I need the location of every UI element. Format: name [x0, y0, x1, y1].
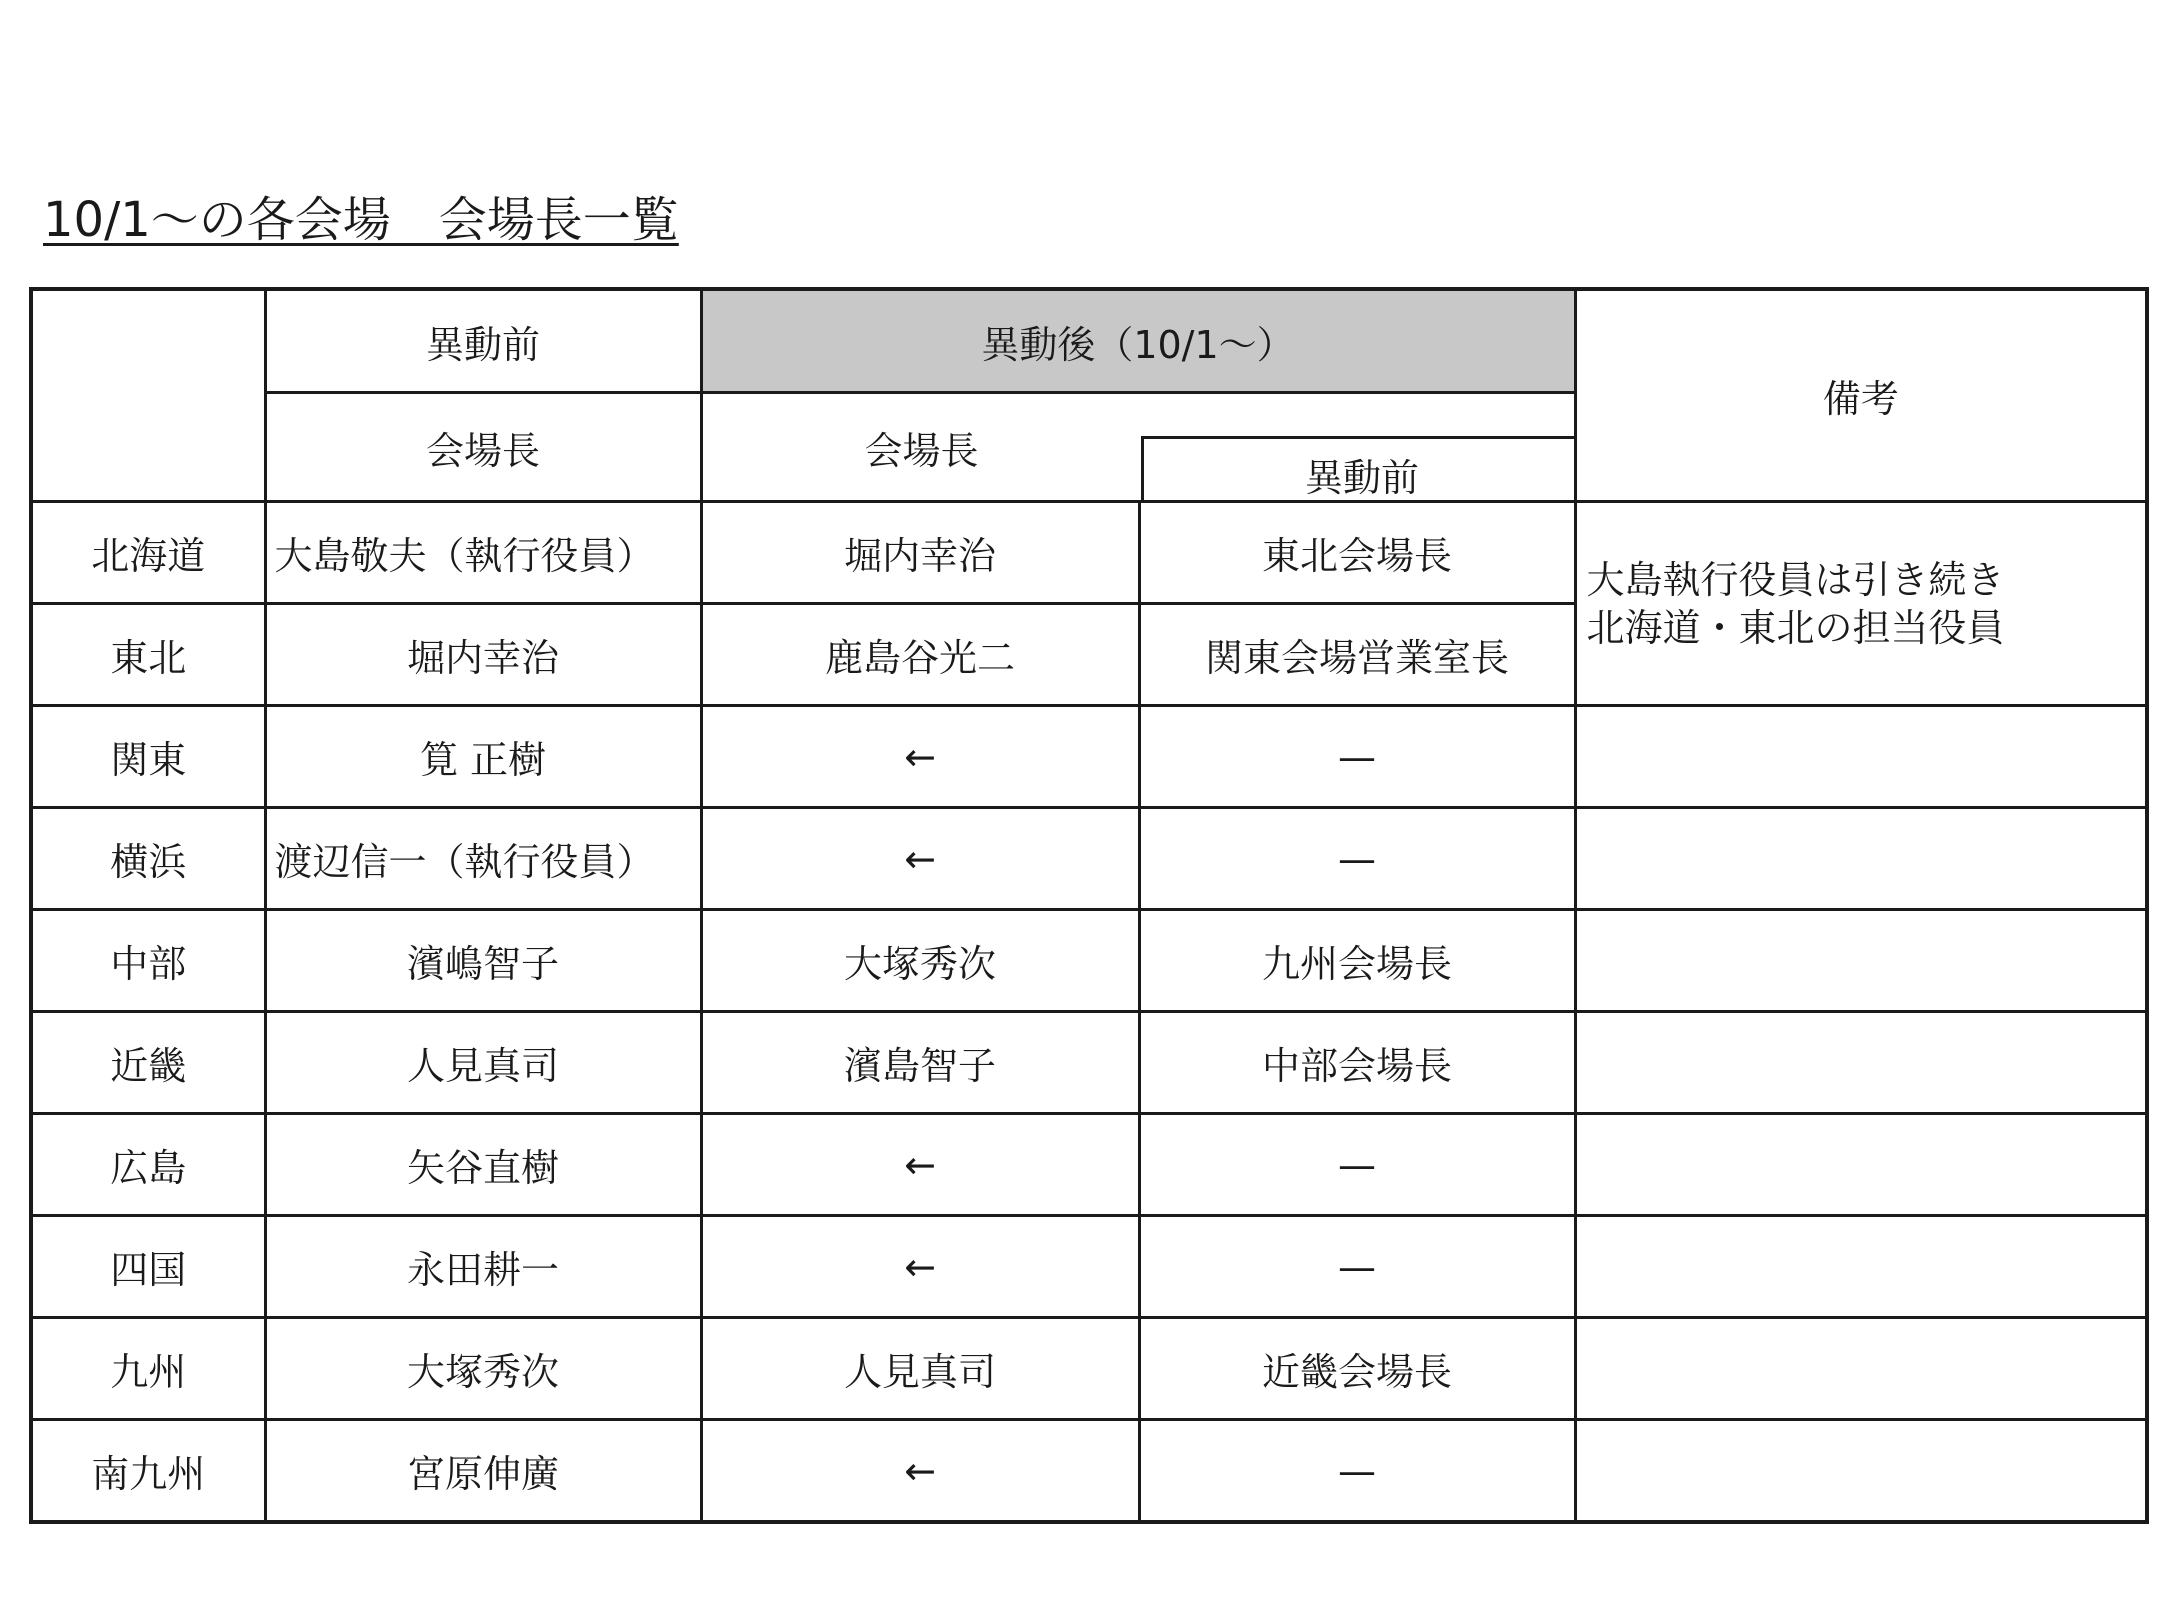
after-cell: ← — [701, 706, 1139, 808]
remark-cell — [1575, 1318, 2147, 1420]
after-cell: ← — [701, 1114, 1139, 1216]
table-row — [31, 808, 2147, 910]
after-cell: 大塚秀次 — [701, 910, 1139, 1012]
table-row — [31, 1012, 2147, 1114]
after-cell: 堀内幸治 — [701, 502, 1139, 604]
venue-cell: 北海道 — [31, 502, 265, 604]
before-cell: 矢谷直樹 — [265, 1114, 701, 1216]
before-cell: 渡辺信一（執行役員） — [265, 808, 701, 910]
header-prev-position: 異動前 — [1141, 436, 1576, 502]
remark-cell — [1575, 808, 2147, 910]
table-row — [31, 706, 2147, 808]
remark-line-1: 大島執行役員は引き続き — [1586, 557, 2005, 602]
before-cell: 筧 正樹 — [265, 706, 701, 808]
remark-cell — [1575, 706, 2147, 808]
remark-cell — [1575, 1114, 2147, 1216]
prev-cell: 関東会場営業室長 — [1139, 604, 1575, 706]
table-row — [31, 1420, 2147, 1523]
prev-cell: — — [1139, 706, 1575, 808]
remark-cell — [1575, 1012, 2147, 1114]
after-cell: 濱島智子 — [701, 1012, 1139, 1114]
remark-cell — [1575, 502, 2147, 706]
prev-cell: 九州会場長 — [1139, 910, 1575, 1012]
venue-cell: 関東 — [31, 706, 265, 808]
table-row — [31, 910, 2147, 1012]
header-remarks: 備考 — [1575, 289, 2147, 502]
page-title: 10/1～の各会場 会場長一覧 — [43, 192, 679, 248]
venue-cell: 九州 — [31, 1318, 265, 1420]
before-cell: 濱嶋智子 — [265, 910, 701, 1012]
before-cell: 永田耕一 — [265, 1216, 701, 1318]
venue-cell: 東北 — [31, 604, 265, 706]
before-cell: 人見真司 — [265, 1012, 701, 1114]
prev-cell: — — [1139, 808, 1575, 910]
after-cell: ← — [701, 808, 1139, 910]
prev-cell: 中部会場長 — [1139, 1012, 1575, 1114]
before-cell: 堀内幸治 — [265, 604, 701, 706]
after-cell: ← — [701, 1216, 1139, 1318]
venue-cell: 南九州 — [31, 1420, 265, 1523]
table-row — [31, 502, 2147, 604]
remark-cell — [1575, 1420, 2147, 1523]
remark-cell — [1575, 910, 2147, 1012]
table-row — [31, 1216, 2147, 1318]
remark-cell — [1575, 1216, 2147, 1318]
venue-cell: 広島 — [31, 1114, 265, 1216]
table-row — [31, 1114, 2147, 1216]
after-cell: 鹿島谷光二 — [701, 604, 1139, 706]
venue-manager-table — [29, 287, 2149, 1524]
venue-cell: 横浜 — [31, 808, 265, 910]
table-row — [31, 1318, 2147, 1420]
after-cell: ← — [701, 1420, 1139, 1523]
header-manager-after: 会場長 — [864, 428, 979, 473]
venue-cell: 近畿 — [31, 1012, 265, 1114]
corner-cell — [31, 289, 265, 502]
header-after-sub — [701, 393, 1575, 502]
before-cell: 大塚秀次 — [265, 1318, 701, 1420]
prev-cell: — — [1139, 1420, 1575, 1523]
before-cell: 大島敬夫（執行役員） — [265, 502, 701, 604]
header-before: 異動前 — [265, 289, 701, 393]
venue-cell: 四国 — [31, 1216, 265, 1318]
prev-cell: — — [1139, 1216, 1575, 1318]
remark-line-2: 北海道・東北の担当役員 — [1586, 605, 2005, 650]
prev-cell: 近畿会場長 — [1139, 1318, 1575, 1420]
header-manager-before: 会場長 — [265, 393, 701, 502]
prev-cell: — — [1139, 1114, 1575, 1216]
venue-cell: 中部 — [31, 910, 265, 1012]
before-cell: 宮原伸廣 — [265, 1420, 701, 1523]
header-after: 異動後（10/1～） — [701, 289, 1575, 393]
after-cell: 人見真司 — [701, 1318, 1139, 1420]
prev-cell: 東北会場長 — [1139, 502, 1575, 604]
